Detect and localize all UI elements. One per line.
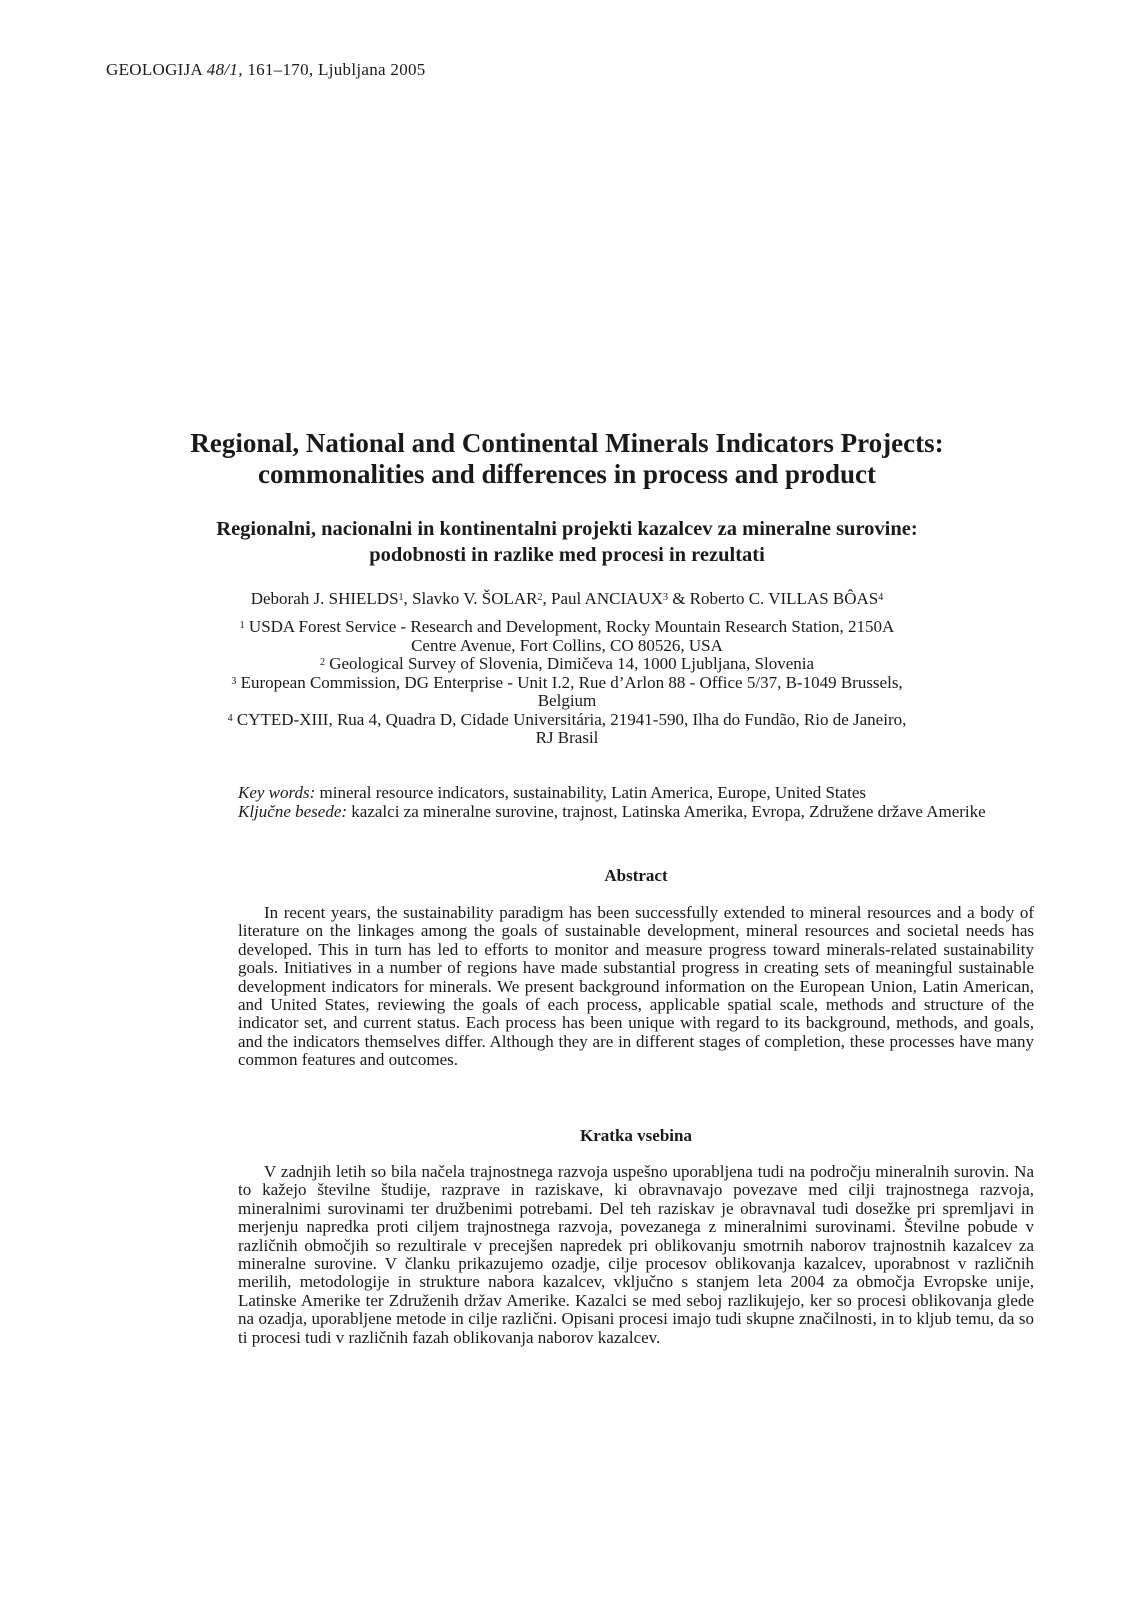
affiliation-line: USDA Forest Service - Research and Development, Rocky Mountain Research Station, 2150A <box>248 617 895 636</box>
affiliation-mark: 2 <box>319 657 325 668</box>
author-separator: , <box>542 589 552 608</box>
title-english-line-1: Regional, National and Continental Minerals Indicators Projects: <box>190 428 944 458</box>
journal-pages: 161–170, Ljubljana 2005 <box>247 60 426 79</box>
author-name: Deborah J. SHIELDS <box>250 589 399 608</box>
abstract-heading: Abstract <box>604 866 668 885</box>
author-affiliation-mark: 2 <box>537 592 543 603</box>
title-slovene-line-2: podobnosti in razlike med procesi in rezultati <box>369 544 765 566</box>
keywords-block <box>238 784 1034 821</box>
affiliation-line: European Commission, DG Enterprise - Unit I.2, Rue d’Arlon 88 - Office 5/37, B-1049 Brussels, <box>240 672 903 692</box>
affiliation-4 <box>110 711 1024 730</box>
author-separator: & <box>667 589 690 608</box>
author-list <box>100 588 1034 610</box>
affiliation-mark: 1 <box>239 620 245 631</box>
affiliation-2 <box>110 655 1024 674</box>
affiliation-mark: 4 <box>227 712 233 724</box>
author-separator: , <box>403 589 413 608</box>
affiliation-line: CYTED-XIII, Rua 4, Quadra D, Cidade Universitária, 21941-590, Ilha do Fundão, Rio de Janeiro, <box>236 709 907 729</box>
journal-volume: 48/1, <box>206 60 243 79</box>
keywords-english <box>238 784 1034 803</box>
title-english <box>100 428 1034 490</box>
keywords-english-text: mineral resource indicators, sustainability, Latin America, Europe, United States <box>319 783 867 802</box>
author-affiliation-mark: 1 <box>398 592 404 603</box>
affiliation-line: Geological Survey of Slovenia, Dimičeva 14, 1000 Ljubljana, Slovenia <box>329 654 815 673</box>
title-slovene <box>100 516 1034 568</box>
keywords-slovene-label: Ključne besede: <box>238 801 348 821</box>
affiliation-4-cont: RJ Brasil <box>535 728 599 747</box>
author-name: Paul ANCIAUX <box>551 589 663 608</box>
keywords-slovene-text: kazalci za mineralne surovine, trajnost, Latinska Amerika, Evropa, Združene države Amerike <box>351 801 986 821</box>
affiliation-list <box>110 618 1024 748</box>
keywords-english-label: Key words: <box>238 783 316 802</box>
author-affiliation-mark: 3 <box>662 592 668 603</box>
author-name: Slavko V. ŠOLAR <box>412 589 538 608</box>
keywords-slovene <box>238 803 1034 822</box>
affiliation-3 <box>110 674 1024 693</box>
abstract-text: In recent years, the sustainability paradigm has been successfully extended to mineral resources and a body of literature on the linkages among the goals of sustainable development, mineral resources and societal needs has developed. This in turn has led to efforts to monitor and measure progress toward minerals-related sustainability goals. Initiatives in a number of regions have made substantial progress in creating sets of meaningful sustainable development indicators for minerals. We present background information on the European Union, Latin American, and United States, reviewing the goals of each process, applicable spatial scale, methods and structure of the indicator set, and current status. Each process has been unique with regard to its background, methods, and goals, and the indicators themselves differ. Although they are in different stages of completion, these processes have many common features and outcomes. <box>238 903 1034 1070</box>
kratka-vsebina-text: V zadnjih letih so bila načela trajnostnega razvoja uspešno uporabljena tudi na področju mineralnih surovin. Na to kažejo številne študije, razprave in raziskave, ki obravnavajo povezave med cilji trajnostnega razvoja, mineralnimi surovinami ter družbenimi potrebami. Del teh raziskav je obravnaval tudi dosežke pri spremljavi in merjenju napredka proti ciljem trajnostnega razvoja, povezanega z mineralnimi surovinami. Številne pobude v različnih območjih so rezultirale v precejšen napredek pri oblikovanju smotrnih naborov trajnostnih kazalcev za mineralne surovine. V članku prikazujemo ozadje, cilje procesov oblikovanja kazalcev, uporabnost v različnih merilih, metodologije in strukture nabora kazalcev, vključno s stanjem leta 2004 za območja Evropske unije, Latinske Amerike ter Združenih držav Amerike. Kazalci se med seboj razlikujejo, ker so procesi oblikovanja glede na ozadja, uporabljene metode in cilje različni. Opisani procesi imajo tudi skupne značilnosti, in to kljub temu, da so ti procesi tudi v različnih fazah oblikovanja naborov kazalcev. <box>238 1162 1034 1347</box>
journal-header <box>106 60 426 80</box>
affiliation-mark: 3 <box>231 675 237 687</box>
affiliation-3-cont: Belgium <box>537 691 597 710</box>
kratka-vsebina-heading: Kratka vsebina <box>580 1126 692 1145</box>
affiliation-1-cont: Centre Avenue, Fort Collins, CO 80526, USA <box>411 635 723 655</box>
journal-name: GEOLOGIJA <box>106 60 203 79</box>
author-name: Roberto C. VILLAS BÔAS <box>689 589 879 608</box>
affiliation-1 <box>110 618 1024 637</box>
title-slovene-line-1: Regionalni, nacionalni in kontinentalni projekti kazalcev za mineralne surovine: <box>216 518 918 540</box>
author-affiliation-mark: 4 <box>878 592 884 603</box>
title-english-line-2: commonalities and differences in process and product <box>257 459 877 489</box>
